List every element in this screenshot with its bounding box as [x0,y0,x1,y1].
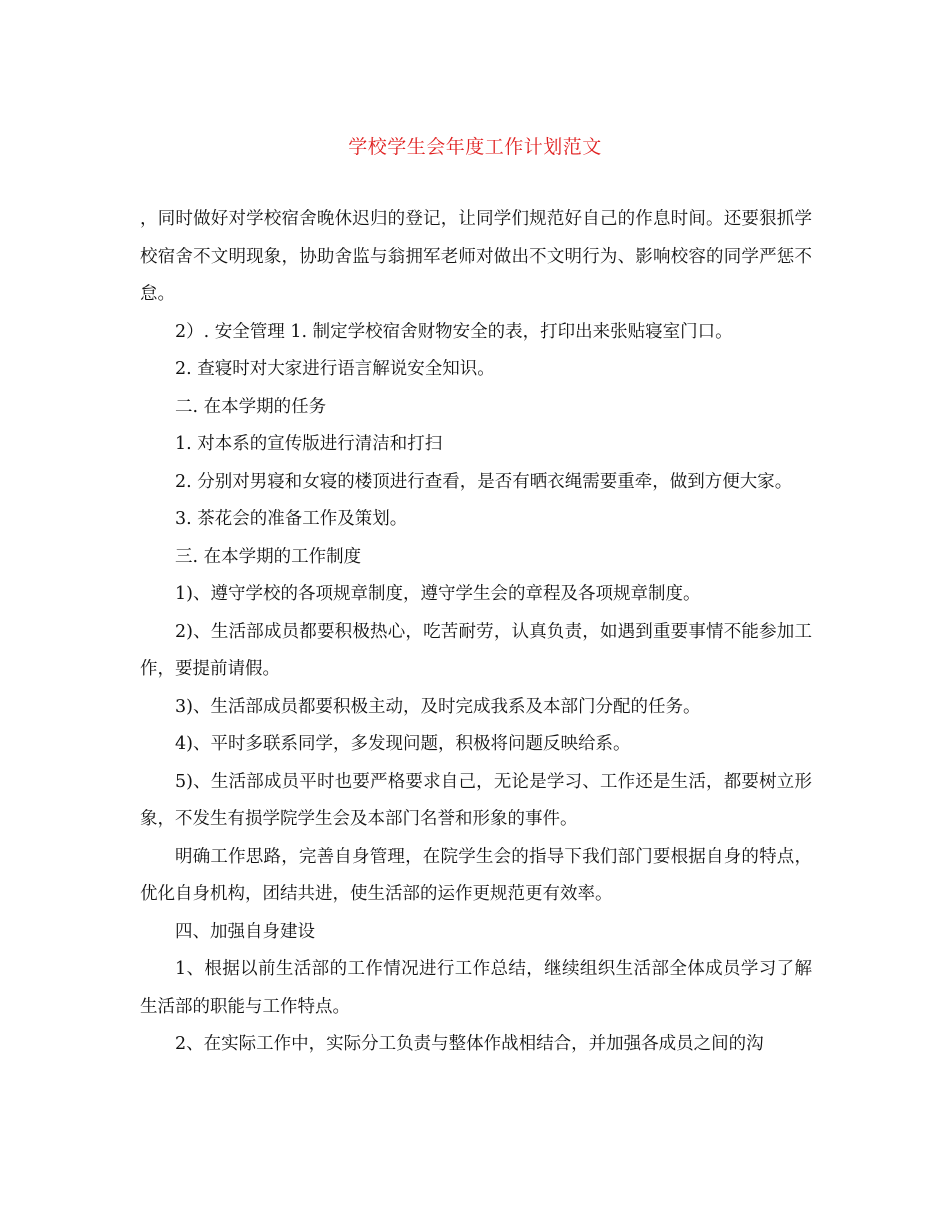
document-body [140,201,812,1064]
section-heading: 四、加强自身建设 [175,921,315,942]
paragraph: 3. 茶花会的准备工作及策划。 [175,509,408,529]
document-title: 学校学生会年度工作计划范文 [348,136,602,158]
paragraph: 2. 查寝时对大家进行语言解说安全知识。 [175,359,495,379]
paragraph: 3)、生活部成员都要积极主动，及时完成我系及本部门分配的任务。 [175,696,701,717]
paragraph: 4)、平时多联系同学，多发现问题，积极将问题反映给系。 [175,734,631,754]
paragraph: 2)、生活部成员都要积极热心，吃苦耐劳，认真负责，如遇到重要事情不能参加工作，要提前请假。 [140,621,812,679]
paragraph: 2. 分别对男寝和女寝的楼顶进行查看，是否有晒衣绳需要重牵，做到方便大家。 [175,471,793,492]
paragraph: 明确工作思路，完善自身管理，在院学生会的指导下我们部门要根据自身的特点，优化自身机构，团结共进，使生活部的运作更规范更有效率。 [140,846,812,904]
paragraph: 2）. 安全管理 1. 制定学校宿舍财物安全的表，打印出来张贴寝室门口。 [175,321,733,342]
paragraph: 2、在实际工作中，实际分工负责与整体作战相结合，并加强各成员之间的沟 [175,1034,764,1054]
section-heading: 二. 在本学期的任务 [175,396,327,417]
paragraph: 5)、生活部成员平时也要严格要求自己，无论是学习、工作还是生活，都要树立形象，不发生有损学院学生会及本部门名誉和形象的事件。 [140,771,812,829]
paragraph: 1)、遵守学校的各项规章制度，遵守学生会的章程及各项规章制度。 [175,584,701,604]
paragraph: 1. 对本系的宣传版进行清洁和打扫 [175,434,443,454]
section-heading: 三. 在本学期的工作制度 [175,546,362,567]
paragraph: ，同时做好对学校宿舍晚休迟归的登记，让同学们规范好自己的作息时间。还要狠抓学校宿舍不文明现象，协助舍监与翁拥军老师对做出不文明行为、影响校容的同学严惩不怠。 [140,209,812,304]
paragraph: 1、根据以前生活部的工作情况进行工作总结，继续组织生活部全体成员学习了解生活部的职能与工作特点。 [140,959,812,1017]
